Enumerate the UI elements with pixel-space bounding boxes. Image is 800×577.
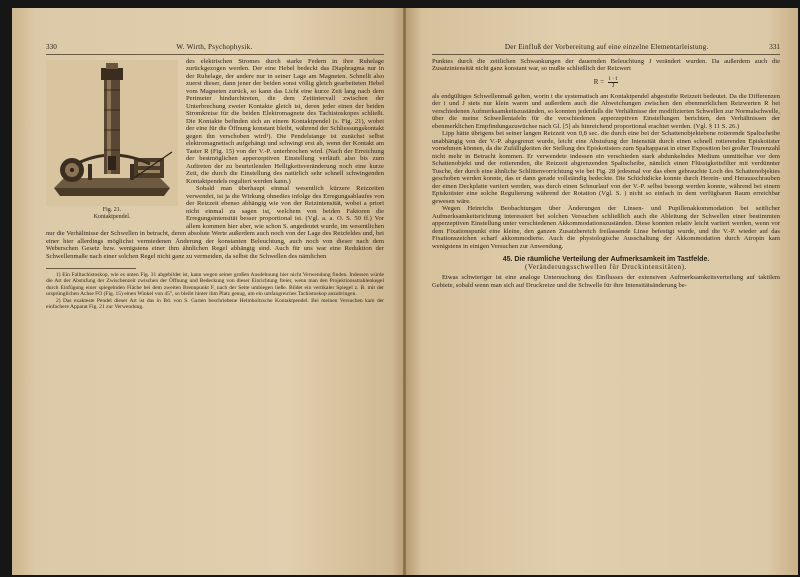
right-paragraph-3: Lipp hätte übrigens bei seiner langen Reizzeit von 0,8 sec. die durch eine bei der Schattenobjektebene rotierende Spaltscheibe unabhängig von der V.-P. abgegrenzt wurde, leicht eine Abstufung der Intensität durch einen schnell rotierenden Episkotister vornehmen können, da die Zufälligkeiten der Stellung des Episkotisters zum Spaltapparat in einer Exposition bei großer Tourenzahl nicht mehr in Betracht kommen. Er verwendete indessen ein verschieden stark abdunkelndes Medium unmittelbar vor dem Schattenobjekt und der rotierenden, die Reizzeit abgrenzenden Spaltscheibe, nämlich einen Flüssigkeitsfilter mit verdünnter Tusche, der durch eine ähnliche Schlittenvorrichtung wie bei Fig. 28 jedesmal vor das eben gebrauchte Loch des Schattenobjektes geschoben werden konnte, das er dann gerade vollständig bedeckte. Die Schichtdicke konnte durch Herein- und Herausschrauben der einen Deckplatte variiert werden, was durch einen Schnurlauf von der V.-P. selbst besorgt werden konnte, während bei einem Episkotister eine solche Regulierung während der Rotation (Vgl. S. ) nicht so einfach in dem verfügbaren Raum erreichbar gewesen wäre. (432, 130, 780, 205)
reizwert-formula (432, 76, 780, 89)
figure-21 (46, 60, 178, 221)
formula-lhs: R = (593, 77, 605, 86)
left-paragraph-1: des elektrischen Stromes durch starke Federn in ihre Ruhelage zurückgezogen werden. Der eine Hebel bedeckt das Diaphragma nur in der Ruhelage, der andere nur in seiner Lage am Magneten. Schnellt also zuerst dieser, dann jener der beiden sonst völlig gleich gearbeiteten Hebel vom Magneten zurück, so kann das Licht eine kurze Zeit lang nach dem Perimeter hindurchtreten, die dem Zeitintervall zwischen der Unterbrechung zweier Kontakte gleich ist, deren jeder einen der beiden Stromkreise für die beiden Elektromagnete des Tachistoskopes schließt. Die Kontakte befinden sich an einem Kontaktpendel (s. Fig. 21), wobei der eine für die Öffnung konstant bleibt, während der Schliessungskontakt gegen ihn verschoben wird¹). Die Pendelstange ist zunächst selbst elektromagnetisch aufgehängt und schwingt erst ab, wenn der Kontakt am Taster R (Fig. 15) von der V.-P. unterbrochen wird. (Nach der Erreichung der bestmöglichen apperzeptiven Einstellung verläuft also bis zum Auftreten der zu beurteilenden Helligkeitsveränderung noch eine kurze Zeit, die durch die Einstellung des natürlich sehr schnell schwingenden Kontaktpendels reguliert werden kann.) (186, 57, 384, 185)
book-spread (12, 8, 798, 575)
right-paragraph-4: Wegen Heinrichs Beobachtungen über Änderungen der Linsen- und Pupillenakkommodation bei seitlicher Aufmerksamkeitsrichtung interessiert bei solchen Versuchen schließlich auch die Ableitung der Schwellen einer bestimmten apperzeptiven Einstellung unter verschiedenen Akkommodationszuständen. Diese konnten relativ leicht variiert werden, wenn vor dem Fixationspunkt eine kleine, den ganzen Zusatzbereich freilassende Linse befestigt wurde, und die V.-P. wieder auf das Fixationszeichen scharf akkommodierte. Auch die physiologische Ausschaltung der Akkommodation durch Atropin kam wenigstens in einigen Versuchen zur Anwendung. (432, 205, 780, 250)
figure-number: Fig. 21. (102, 206, 122, 213)
right-page-header (432, 44, 780, 55)
footnote-rule (46, 268, 136, 269)
pendulum-drawing (46, 60, 178, 206)
formula-numerator: i · t (608, 75, 618, 82)
left-paragraph-2: Sobald man überhaupt einmal wesentlich kürzere Reizzeiten verwendet, ist ja die Wirkung ohnedies infolge des Erregungsablaufes von der Reizzeit ebenso abhängig wie von der Reizintensität, wobei a priori nicht einmal zu sagen ist, welchem von beiden Faktoren die Erregungsintensität besser proportional ist. (Vgl. a. a. O. S. 50 ff.) Vor allem kommen hier aber, wie schon S. angedeutet wurde, im wesentlichen nur die Verhältnisse der Schwellen in betracht, deren absolute Werte außerdem auch noch von der Lage des Reizfeldes und, bei einer hier allerdings möglichst vermiedenen Änderung der konstanten Beleuchtung, auch noch von dieser nach dem Weberschen Gesetz bzw. wenigstens einer ihm ähnlichen Regel abhängig sind. Auch für uns war eine Reduktion der Schwellenmaße nach einer solchen Regel nicht ganz zu vermeiden, da selbst die Schwellen des nämlichen (46, 185, 384, 260)
footnote-2: 2) Das exakteste Pendel dieser Art ist das in Bd. von S. Garten beschriebene Helmholtzsche Kontaktpendel. Bei meinen Versuchen kam der einfachere Apparat Fig. 21 zur Verwendung. (46, 297, 384, 311)
footnotes (46, 272, 384, 310)
right-running-title: Der Einfluß der Vorbereitung auf eine einzelne Elementarleistung. (504, 43, 709, 51)
right-page-number: 331 (769, 43, 780, 51)
left-running-title: W. Wirth, Psychophysik. (176, 43, 253, 51)
section-heading: 45. Die räumliche Verteilung der Aufmerksamkeit im Tastfelde. (502, 256, 710, 263)
section-subheading: (Veränderungsschwellen für Druckintensitäten). (525, 262, 687, 271)
right-paragraph-1: Punktes durch die zeitlichen Schwankungen der dauernden Beleuchtung J verändert wurden. Da außerdem auch die Zusatzintensität nicht ganz konstant war, so mußte schließlich der Reizwert (432, 57, 780, 72)
right-page (406, 8, 798, 575)
right-paragraph-5: Etwas schwieriger ist eine analoge Untersuchung des Einflusses der extensiven Aufmerksamkeitsverteilung auf taktilem Gebiete, sobald wenn man sich auf Druckreize und die Schwelle für ihre Intensitätsänderung be- (432, 274, 780, 289)
formula-fraction (608, 76, 618, 89)
left-page-header (46, 44, 384, 55)
kontaktpendel-illustration (46, 60, 178, 206)
right-paragraph-2: als endgültiges Schwellenmaß gelten, worin t die systematisch am Kontaktpendel abgestufte Reizzeit bedeutet. Da die Differenzen der i und J stets nur klein waren und außerdem auch die Abweichungen zwischen den ebenmerklichen Reizwerten R bei verschiedenen Aufmerksamkeitszuständen, so konnten jedenfalls die Verhältnisse der modifizierten Schwellen zur Normalschwelle, über die meine Schwellentafeln für die verschiedenen apperzeptiven Einstellungen berichten, den Verhältnissen der ebenmerklichen Empfindungszuwüchse nach Gl. [5] als hinreichend proportional erachtet werden. (Vgl. § 11 S. 26.) (432, 92, 780, 130)
figure-caption: Kontaktpendel. (93, 214, 131, 221)
footnote-1: 1) Ein Falltachistoskop, wie es unten Fig. 31 abgebildet ist, kann wegen seiner großen Ausdehnung hier nicht Verwendung finden. Indessen würde die Art der Abstufung der Zwischenzeit zwischen der Öffnung und Bedeckung von dieser Einrichtung freier, wenn man den Projektionsstrahlenkegel durch Einfügung einer spiegelnden Fläche bei dem zweiten Brennpunkt F, nach der Seite umbiegen ließe. Bildet ein vertikaler Spiegel z. B. mit der ursprünglichen Achse FO (Fig. 15) einen Winkel von 45°, so bleibt hinter ihm Platz genug, um ein umfangreiches Tachistoskop anzubringen. (46, 272, 384, 298)
formula-denominator: J (611, 82, 615, 89)
left-page-number: 330 (46, 43, 57, 51)
left-page (12, 8, 404, 575)
